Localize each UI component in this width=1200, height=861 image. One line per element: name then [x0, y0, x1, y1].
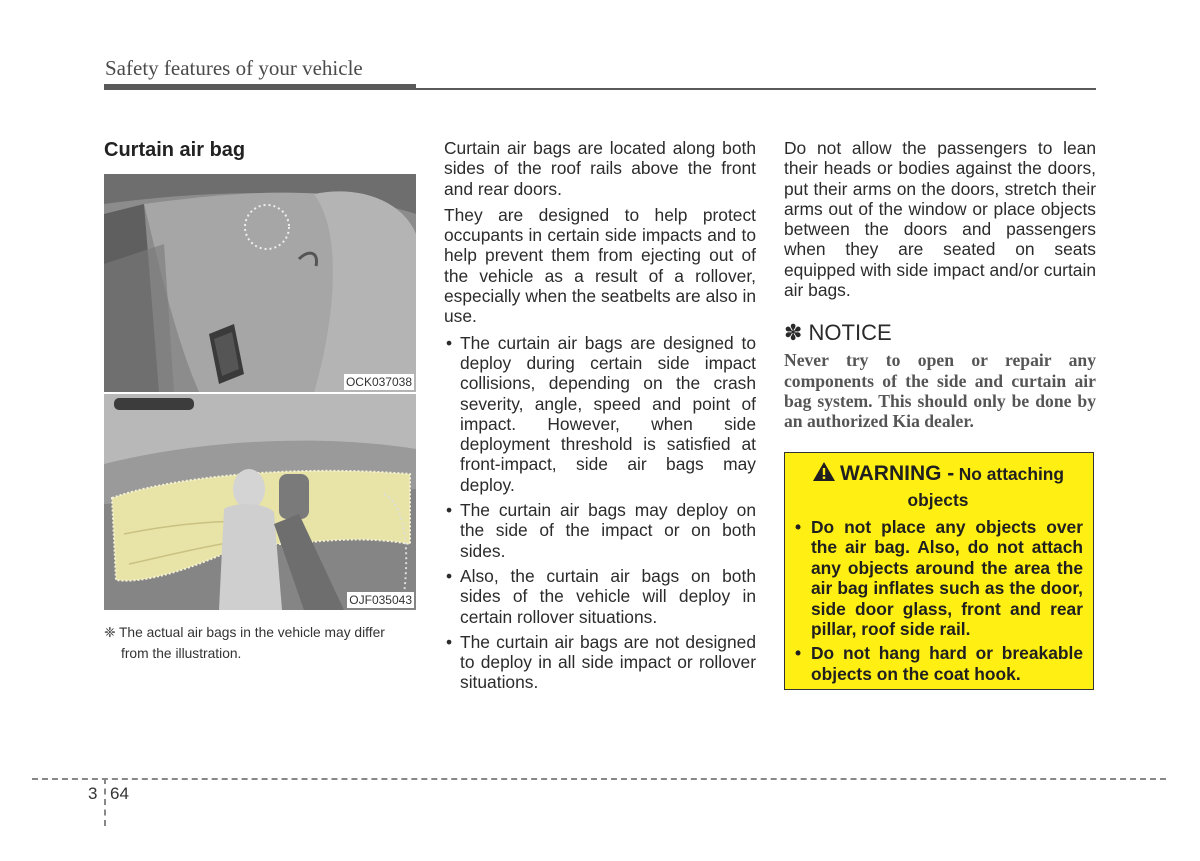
header-rule-thick — [104, 84, 416, 90]
notice-heading: ✽ NOTICE — [784, 320, 892, 346]
footnote-line-1: The actual air bags in the vehicle may differ — [119, 625, 385, 640]
bullet-icon: • — [795, 643, 802, 664]
figure-code-label: OCK037038 — [345, 375, 412, 389]
footnote-line-2: from the illustration. — [121, 646, 242, 661]
page-number: 64 — [110, 784, 129, 803]
bullet-icon: • — [446, 565, 453, 586]
footnote-mark: ❈ — [104, 625, 116, 640]
figure-roof-rail-airbag-location — [104, 174, 416, 392]
right-column — [784, 138, 1096, 432]
list-item: • The curtain air bags are not designed to deploy in all side impact or rollover situations. — [446, 631, 756, 693]
notice-text: Never try to open or repair any components of the side and curtain air bag system. This should only be done by an authorized Kia dealer. — [784, 350, 1096, 432]
warning-item: • Do not place any objects over the air bag. Also, do not attach any objects around the area the air bag inflates such as the door, side door glass, front and rear pillar, roof side rail. — [795, 517, 1083, 640]
list-item: • The curtain air bags may deploy on the side of the impact or on both sides. — [446, 500, 756, 561]
middle-column — [444, 138, 756, 698]
footer-rule — [32, 778, 1166, 780]
warning-box — [784, 452, 1094, 690]
bullet-icon: • — [446, 500, 453, 521]
warning-triangle-icon — [812, 461, 836, 489]
warning-item: • Do not hang hard or breakable objects on the coat hook. — [795, 643, 1083, 684]
warning-list — [793, 517, 1083, 684]
paragraph-passenger-posture: Do not allow the passengers to lean their heads or bodies against the doors, put their arms on the doors, stretch their arms out of the window or place objects between the doors and passengers when they are seated on seats equipped with side impact and/or curtain air bags. — [784, 138, 1096, 301]
footer-divider — [104, 778, 106, 826]
figure-curtain-airbag-deployed — [104, 394, 416, 610]
header-rule-thin — [416, 88, 1096, 90]
deployment-bullet-list — [444, 333, 756, 693]
list-item: • The curtain air bags are designed to deploy during certain side impact collisions, depending on the crash severity, angle, speed and point of impact. However, when side deployment threshold is satisfied at front-impact, side air bags may deploy. — [446, 332, 756, 495]
bullet-icon: • — [446, 631, 453, 652]
roof-rail-illustration — [104, 174, 416, 392]
paragraph-purpose: They are designed to help protect occupants in certain side impacts and to help prevent them from ejecting out of the vehicle as a result of a rollover, especially when the seatbelts are also in use. — [444, 204, 756, 327]
chapter-number: 3 — [88, 784, 98, 803]
warning-label: WARNING - — [839, 462, 955, 485]
paragraph-location: Curtain air bags are located along both sides of the roof rails above the front and rear doors. — [444, 138, 756, 199]
section-heading: Curtain air bag — [104, 139, 246, 161]
bullet-icon: • — [795, 517, 802, 537]
left-column — [104, 138, 416, 162]
warning-subtitle: No attaching objects — [907, 464, 1065, 510]
list-item: • Also, the curtain air bags on both sides of the vehicle will deploy in certain rollover situations. — [446, 565, 756, 627]
figure-footnote — [104, 622, 420, 664]
page-header-title: Safety features of your vehicle — [105, 56, 363, 80]
figure-code-label: OJF035043 — [349, 593, 412, 607]
bullet-icon: • — [446, 332, 453, 353]
curtain-airbag-illustration — [104, 394, 416, 610]
warning-title — [793, 461, 1083, 513]
